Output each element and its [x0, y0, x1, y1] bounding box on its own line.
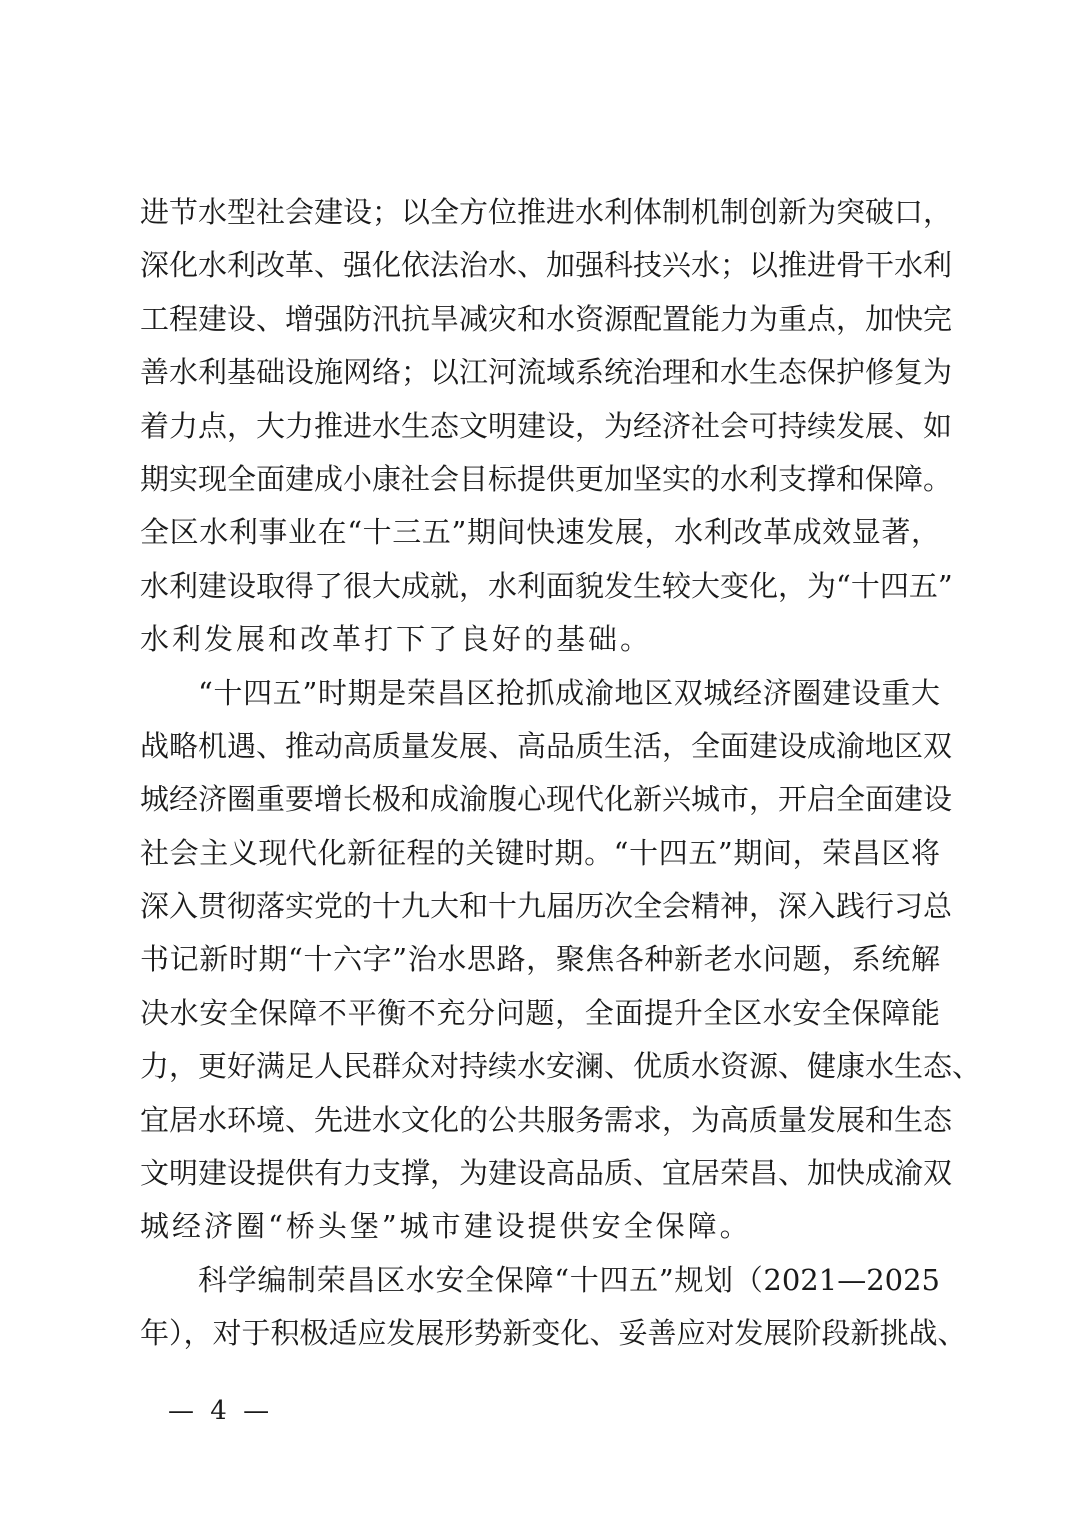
- text-line: 社会主义现代化新征程的关键时期。“十四五”期间，荣昌区将: [140, 835, 940, 870]
- text-line: 全区水利事业在“十三五”期间快速发展，水利改革成效显著，: [140, 515, 940, 550]
- body-text: [140, 186, 982, 1361]
- text-line: “十四五”时期是荣昌区抢抓成渝地区双城经济圈建设重大: [198, 675, 940, 710]
- text-line: 城经济圈重要增长极和成渝腹心现代化新兴城市，开启全面建设: [140, 782, 953, 817]
- text-line: 科学编制荣昌区水安全保障“十四五”规划（2021—2025: [198, 1262, 940, 1297]
- text-line: 书记新时期“十六字”治水思路，聚焦各种新老水问题，系统解: [140, 942, 940, 977]
- text-line: 进节水型社会建设；以全方位推进水利体制机制创新为突破口，: [140, 195, 953, 229]
- text-line: 期实现全面建成小康社会目标提供更加坚实的水利支撑和保障。: [140, 461, 953, 496]
- text-line: 深入贯彻落实党的十九大和十九届历次全会精神，深入践行习总: [140, 889, 953, 924]
- text-line: 城经济圈“桥头堡”城市建设提供安全保障。: [140, 1209, 752, 1244]
- text-line: 工程建设、增强防汛抗旱减灾和水资源配置能力为重点，加快完: [140, 301, 953, 336]
- text-line: 善水利基础设施网络；以江河流域系统治理和水生态保护修复为: [140, 355, 953, 390]
- text-line: 水利建设取得了很大成就，水利面貌发生较大变化，为“十四五”: [140, 568, 953, 603]
- text-line: 年），对于积极适应发展形势新变化、妥善应对发展阶段新挑战、: [140, 1316, 967, 1351]
- text-line: 决水安全保障不平衡不充分问题，全面提升全区水安全保障能: [140, 995, 940, 1030]
- text-line: 深化水利改革、强化依法治水、加强科技兴水；以推进骨干水利: [140, 248, 953, 283]
- text-line: 着力点，大力推进水生态文明建设，为经济社会可持续发展、如: [140, 408, 953, 443]
- text-line: 文明建设提供有力支撑，为建设高品质、宜居荣昌、加快成渝双: [140, 1156, 953, 1191]
- text-line: 宜居水环境、先进水文化的公共服务需求，为高质量发展和生态: [140, 1102, 953, 1137]
- page-number: — 4 —: [168, 1396, 274, 1426]
- text-line: 水利发展和改革打下了良好的基础。: [140, 622, 653, 657]
- text-line: 力，更好满足人民群众对持续水安澜、优质水资源、健康水生态、: [140, 1049, 982, 1084]
- text-line: 战略机遇、推动高质量发展、高品质生活，全面建设成渝地区双: [140, 728, 953, 763]
